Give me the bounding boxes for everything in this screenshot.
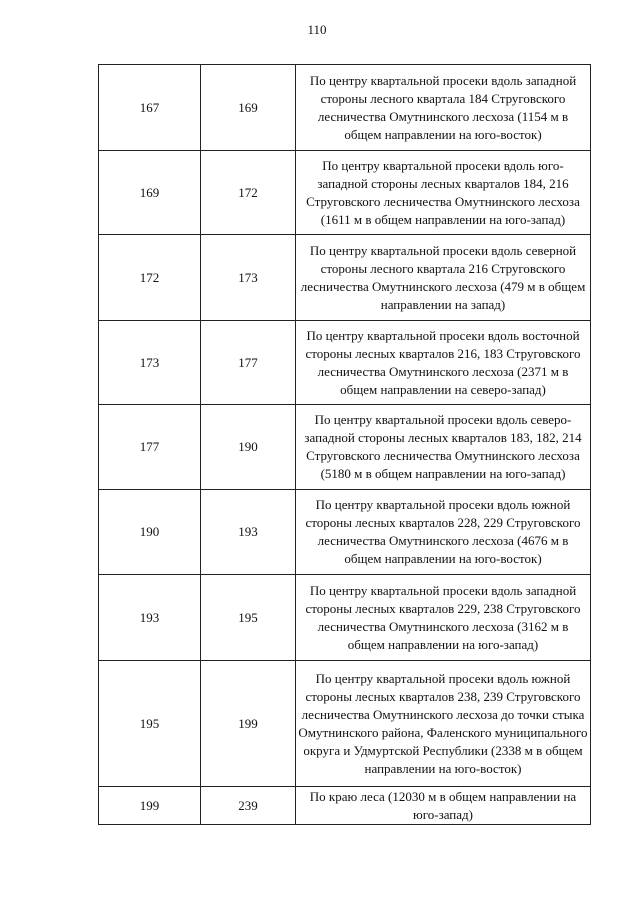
- end-point-cell: 172: [201, 151, 296, 235]
- description-cell: По центру квартальной просеки вдоль юго-западной стороны лесных кварталов 184, 216 Струговского лесничества Омутнинского лесхоза (1611 м в общем направлении на юго-запад): [296, 151, 591, 235]
- table-row: [99, 787, 591, 825]
- boundary-table: [98, 64, 591, 825]
- start-point-cell: 195: [99, 661, 201, 787]
- page-number: 110: [307, 22, 327, 37]
- description-cell: По центру квартальной просеки вдоль западной стороны лесных кварталов 229, 238 Струговского лесничества Омутнинского лесхоза (3162 м в общем направлении на юго-запад): [296, 575, 591, 661]
- start-point-cell: 190: [99, 490, 201, 575]
- table-row: [99, 405, 591, 490]
- description-cell: По центру квартальной просеки вдоль северной стороны лесного квартала 216 Струговского лесничества Омутнинского лесхоза (479 м в общем направлении на запад): [296, 235, 591, 321]
- start-point-cell: 167: [99, 65, 201, 151]
- table-row: [99, 65, 591, 151]
- description-cell: По центру квартальной просеки вдоль северо-западной стороны лесных кварталов 183, 182, 214 Струговского лесничества Омутнинского лесхоза (5180 м в общем направлении на юго-запад): [296, 405, 591, 490]
- description-cell: По краю леса (12030 м в общем направлении на юго-запад): [296, 787, 591, 825]
- table-row: [99, 235, 591, 321]
- description-cell: По центру квартальной просеки вдоль западной стороны лесного квартала 184 Струговского лесничества Омутнинского лесхоза (1154 м в общем направлении на юго-восток): [296, 65, 591, 151]
- start-point-cell: 199: [99, 787, 201, 825]
- end-point-cell: 239: [201, 787, 296, 825]
- end-point-cell: 199: [201, 661, 296, 787]
- description-cell: По центру квартальной просеки вдоль южной стороны лесных кварталов 228, 229 Струговского лесничества Омутнинского лесхоза (4676 м в общем направлении на юго-восток): [296, 490, 591, 575]
- start-point-cell: 177: [99, 405, 201, 490]
- end-point-cell: 195: [201, 575, 296, 661]
- end-point-cell: 177: [201, 321, 296, 405]
- end-point-cell: 173: [201, 235, 296, 321]
- table-row: [99, 661, 591, 787]
- table-row: [99, 321, 591, 405]
- start-point-cell: 169: [99, 151, 201, 235]
- table-row: [99, 490, 591, 575]
- description-cell: По центру квартальной просеки вдоль южной стороны лесных кварталов 238, 239 Струговского лесничества Омутнинского лесхоза до точки стыка Омутнинского района, Фаленского муниципального округа и Удмуртской Республики (2338 м в общем направлении на юго-восток): [296, 661, 591, 787]
- end-point-cell: 169: [201, 65, 296, 151]
- end-point-cell: 190: [201, 405, 296, 490]
- start-point-cell: 193: [99, 575, 201, 661]
- end-point-cell: 193: [201, 490, 296, 575]
- description-cell: По центру квартальной просеки вдоль восточной стороны лесных кварталов 216, 183 Струговского лесничества Омутнинского лесхоза (2371 м в общем направлении на северо-запад): [296, 321, 591, 405]
- start-point-cell: 172: [99, 235, 201, 321]
- table-row: [99, 151, 591, 235]
- table-row: [99, 575, 591, 661]
- start-point-cell: 173: [99, 321, 201, 405]
